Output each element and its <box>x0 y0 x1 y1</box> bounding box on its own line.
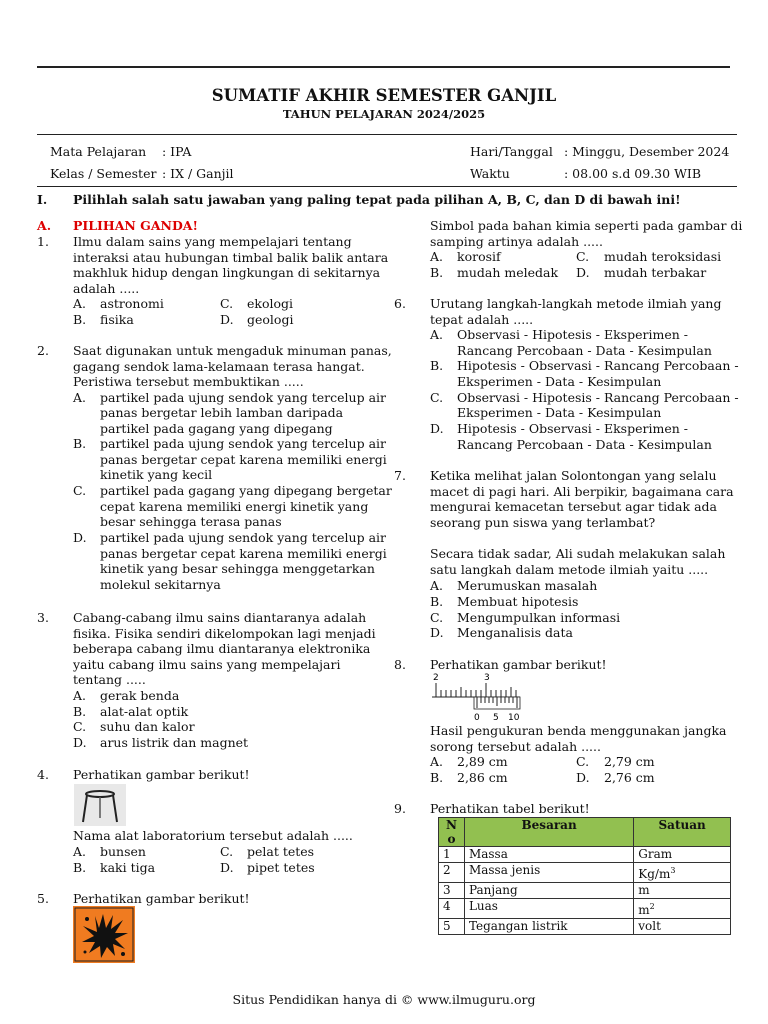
cell-no: 4 <box>439 899 465 919</box>
q7-line: seorang pun siswa yang terlambat? <box>430 514 656 530</box>
table-row <box>439 883 731 899</box>
cell-satuan: m <box>634 883 731 899</box>
kelas-label: Kelas / Semester <box>50 166 157 181</box>
q2-option-a[interactable]: panas bergetar lebih lamban daripada <box>100 405 344 420</box>
q1-option-a[interactable]: astronomi <box>100 296 164 311</box>
col-header-no: N o <box>439 818 465 847</box>
q6-option-c[interactable]: Eksperimen - Data - Kesimpulan <box>457 405 662 420</box>
cell-besaran: Massa <box>464 847 633 863</box>
cell-satuan: $m^2$ <box>634 899 731 919</box>
q1-number: 1. <box>37 234 49 249</box>
q6-option-b[interactable]: Hipotesis - Observasi - Rancang Percobaan - <box>457 358 739 373</box>
q4-option-b[interactable]: kaki tiga <box>100 859 156 875</box>
option-letter: C. <box>576 754 590 769</box>
q1-line: interaksi atau hubungan timbal balik balik antara <box>73 249 389 265</box>
option-letter: B. <box>430 593 444 609</box>
cell-no: 3 <box>439 883 465 899</box>
q8-instruction: Perhatikan gambar berikut! <box>430 657 607 672</box>
q8-line: sorong tersebut adalah ..... <box>430 738 601 754</box>
option-letter: B. <box>430 358 444 373</box>
q2-option-c[interactable]: cepat karena memiliki energi kinetik yang <box>100 498 369 514</box>
q6-option-d[interactable]: Hipotesis - Observasi - Eksperimen - <box>457 421 688 436</box>
q1-line: Ilmu dalam sains yang mempelajari tentang <box>73 234 352 249</box>
q2-option-a[interactable]: partikel pada gagang yang dipegang <box>100 420 333 436</box>
q6-number: 6. <box>394 296 406 311</box>
q1-line: makhluk hidup dengan lingkungan di sekitarnya <box>73 265 381 280</box>
q2-line: Peristiwa tersebut membuktikan ..... <box>73 374 304 389</box>
option-letter: A. <box>430 754 444 769</box>
mapel-label: Mata Pelajaran <box>50 144 147 159</box>
waktu-label: Waktu <box>470 166 510 181</box>
cell-besaran: Panjang <box>464 883 633 899</box>
q2-option-c[interactable]: partikel pada gagang yang dipegang bergetar <box>100 483 392 498</box>
exam-subtitle: TAHUN PELAJARAN 2024/2025 <box>282 107 486 121</box>
q5-option-c[interactable]: mudah teroksidasi <box>604 249 722 264</box>
hari-label: Hari/Tanggal <box>470 144 553 159</box>
q6-line: tepat adalah ..... <box>430 311 534 327</box>
q3-number: 3. <box>37 610 49 625</box>
option-letter: D. <box>220 859 234 875</box>
cell-satuan: volt <box>634 919 731 935</box>
option-letter: C. <box>73 483 87 498</box>
q3-option-a[interactable]: gerak benda <box>100 688 180 703</box>
q2-option-d[interactable]: kinetik yang besar sehingga menggetarkan <box>100 561 375 576</box>
q6-option-b[interactable]: Eksperimen - Data - Kesimpulan <box>457 373 662 389</box>
table-row <box>439 919 731 935</box>
section-letter: A. <box>37 218 52 233</box>
q3-option-b[interactable]: alat-alat optik <box>100 703 189 719</box>
option-letter: B. <box>73 436 87 451</box>
option-letter: C. <box>220 844 234 859</box>
option-letter: A. <box>73 688 87 703</box>
option-letter: D. <box>73 530 87 545</box>
cell-besaran: Massa jenis <box>464 863 633 883</box>
q4-option-d[interactable]: pipet tetes <box>247 859 315 875</box>
vernier-scale-label: 10 <box>508 713 520 723</box>
table-row <box>439 899 731 919</box>
instruction-text: Pilihlah salah satu jawaban yang paling tepat pada pilihan A, B, C, dan D di bawah ini! <box>73 192 681 207</box>
q8-line: Hasil pengukuran benda menggunakan jangka <box>430 723 727 738</box>
q7-line: satu langkah dalam metode ilmiah yaitu ..... <box>430 561 709 577</box>
q4-option-a[interactable]: bunsen <box>100 844 146 859</box>
option-letter: A. <box>430 578 444 593</box>
q2-option-b[interactable]: kinetik yang kecil <box>100 467 213 482</box>
q7-line: mengurai kemacetan tersebut agar tidak ada <box>430 499 717 514</box>
q7-line: Ketika melihat jalan Solontongan yang selalu <box>430 468 717 483</box>
option-letter: D. <box>430 625 444 640</box>
option-letter: B. <box>430 769 444 785</box>
q4-instruction: Perhatikan gambar berikut! <box>73 767 250 782</box>
q7-option-d[interactable]: Menganalisis data <box>457 625 573 640</box>
q2-number: 2. <box>37 343 49 358</box>
tripod-stand-image <box>74 784 126 826</box>
q8-option-a[interactable]: 2,89 cm <box>457 754 508 769</box>
q1-option-d[interactable]: geologi <box>247 311 294 327</box>
q5-option-d[interactable]: mudah terbakar <box>604 264 707 280</box>
info-top-rule <box>37 134 737 135</box>
col-header-besaran: Besaran <box>464 818 633 847</box>
q5-option-b[interactable]: mudah meledak <box>457 264 559 280</box>
top-rule <box>37 66 730 68</box>
q5-number: 5. <box>37 891 49 906</box>
q6-option-a[interactable]: Rancang Percobaan - Data - Kesimpulan <box>457 342 712 358</box>
q2-line: gagang sendok lama-kelamaan terasa hangat. <box>73 358 365 374</box>
option-letter: D. <box>73 734 87 750</box>
option-letter: B. <box>73 311 87 327</box>
q8-number: 8. <box>394 657 406 672</box>
q2-option-b[interactable]: panas bergetar cepat karena memiliki energi <box>100 451 387 467</box>
q6-option-d[interactable]: Rancang Percobaan - Data - Kesimpulan <box>457 436 712 452</box>
q6-line: Urutang langkah-langkah metode ilmiah yang <box>430 296 722 311</box>
q6-option-a[interactable]: Observasi - Hipotesis - Eksperimen - <box>457 327 688 342</box>
q9-instruction: Perhatikan tabel berikut! <box>430 801 590 816</box>
option-letter: D. <box>576 769 590 785</box>
q7-option-c[interactable]: Mengumpulkan informasi <box>457 609 621 625</box>
mapel-value: : IPA <box>162 144 192 159</box>
q1-line: adalah ..... <box>73 280 140 296</box>
cell-no: 2 <box>439 863 465 883</box>
option-letter: C. <box>430 389 444 405</box>
q3-option-d[interactable]: arus listrik dan magnet <box>100 734 249 750</box>
option-letter: C. <box>430 609 444 625</box>
info-bottom-rule <box>37 186 737 187</box>
q3-line: yaitu cabang ilmu sains yang mempelajari <box>73 656 341 672</box>
instruction-number: I. <box>37 192 48 207</box>
option-letter: C. <box>220 296 234 311</box>
option-letter: A. <box>430 249 444 264</box>
table-header-row <box>439 818 731 847</box>
q7-option-a[interactable]: Merumuskan masalah <box>457 578 598 593</box>
option-letter: B. <box>430 264 444 280</box>
vernier-caliper-image <box>430 671 522 723</box>
q2-line: Saat digunakan untuk mengaduk minuman panas, <box>73 343 392 358</box>
vernier-scale-label: 5 <box>493 713 499 723</box>
option-letter: B. <box>73 859 87 875</box>
q5-option-a[interactable]: korosif <box>457 249 501 264</box>
q1-option-c[interactable]: ekologi <box>247 296 294 311</box>
q9-number: 9. <box>394 801 406 816</box>
q8-option-b[interactable]: 2,86 cm <box>457 769 508 785</box>
option-letter: A. <box>73 296 87 311</box>
q3-line: tentang ..... <box>73 672 146 687</box>
explosive-hazard-icon <box>73 906 135 963</box>
cell-besaran: Tegangan listrik <box>464 919 633 935</box>
cell-satuan: Gram <box>634 847 731 863</box>
kelas-value: : IX / Ganjil <box>162 166 234 181</box>
q7-line: macet di pagi hari. Ali berpikir, bagaimana cara <box>430 483 734 499</box>
q3-line: beberapa cabang ilmu diantaranya elektronika <box>73 641 371 656</box>
main-scale-label: 2 <box>433 673 439 683</box>
q4-question: Nama alat laboratorium tersebut adalah ..... <box>73 828 353 843</box>
cell-satuan: $Kg/m^3$ <box>634 863 731 883</box>
q2-option-d[interactable]: partikel pada ujung sendok yang tercelup air <box>100 530 386 545</box>
section-label: PILIHAN GANDA! <box>73 218 198 233</box>
q2-option-c[interactable]: besar sehingga terasa panas <box>100 514 282 529</box>
q5-instruction: Perhatikan gambar berikut! <box>73 891 250 906</box>
q3-option-c[interactable]: suhu dan kalor <box>100 719 195 734</box>
hari-value: : Minggu, Desember 2024 <box>564 144 730 159</box>
q4-number: 4. <box>37 767 49 782</box>
footer-credit[interactable]: Situs Pendidikan hanya di © www.ilmuguru.org <box>232 992 536 1007</box>
waktu-value: : 08.00 s.d 09.30 WIB <box>564 166 702 181</box>
q2-option-d[interactable]: molekul sekitarnya <box>100 576 221 592</box>
option-letter: D. <box>430 421 444 436</box>
option-letter: C. <box>576 249 590 264</box>
option-letter: A. <box>73 389 87 405</box>
table-row <box>439 847 731 863</box>
units-table <box>438 817 731 935</box>
q3-line: fisika. Fisika sendiri dikelompokan lagi menjadi <box>73 625 376 641</box>
vernier-scale-label: 0 <box>474 713 480 723</box>
option-letter: A. <box>73 844 87 859</box>
q2-option-d[interactable]: panas bergetar cepat karena memiliki energi <box>100 545 387 561</box>
cell-besaran: Luas <box>464 899 633 919</box>
q2-option-a[interactable]: partikel pada ujung sendok yang tercelup air <box>100 389 386 405</box>
option-letter: D. <box>576 264 590 280</box>
option-letter: D. <box>220 311 234 327</box>
q7-option-b[interactable]: Membuat hipotesis <box>457 593 579 609</box>
cell-no: 5 <box>439 919 465 935</box>
table-row <box>439 863 731 883</box>
option-letter: C. <box>73 719 87 734</box>
cell-no: 1 <box>439 847 465 863</box>
main-scale-label: 3 <box>484 673 490 683</box>
option-letter: B. <box>73 703 87 719</box>
q2-option-b[interactable]: partikel pada ujung sendok yang tercelup air <box>100 436 386 451</box>
q6-option-c[interactable]: Observasi - Hipotesis - Rancang Percobaan - <box>457 389 739 405</box>
q8-option-d[interactable]: 2,76 cm <box>604 769 655 785</box>
exam-title: SUMATIF AKHIR SEMESTER GANJIL <box>211 86 557 105</box>
q5-line: samping artinya adalah ..... <box>430 233 603 249</box>
q4-option-c[interactable]: pelat tetes <box>247 844 315 859</box>
q1-option-b[interactable]: fisika <box>100 311 134 327</box>
q7-number: 7. <box>394 468 406 483</box>
q5-line: Simbol pada bahan kimia seperti pada gambar di <box>430 218 743 233</box>
col-header-satuan: Satuan <box>634 818 731 847</box>
q3-line: Cabang-cabang ilmu sains diantaranya adalah <box>73 610 367 625</box>
q7-line: Secara tidak sadar, Ali sudah melakukan salah <box>430 546 726 561</box>
q8-option-c[interactable]: 2,79 cm <box>604 754 655 769</box>
option-letter: A. <box>430 327 444 342</box>
